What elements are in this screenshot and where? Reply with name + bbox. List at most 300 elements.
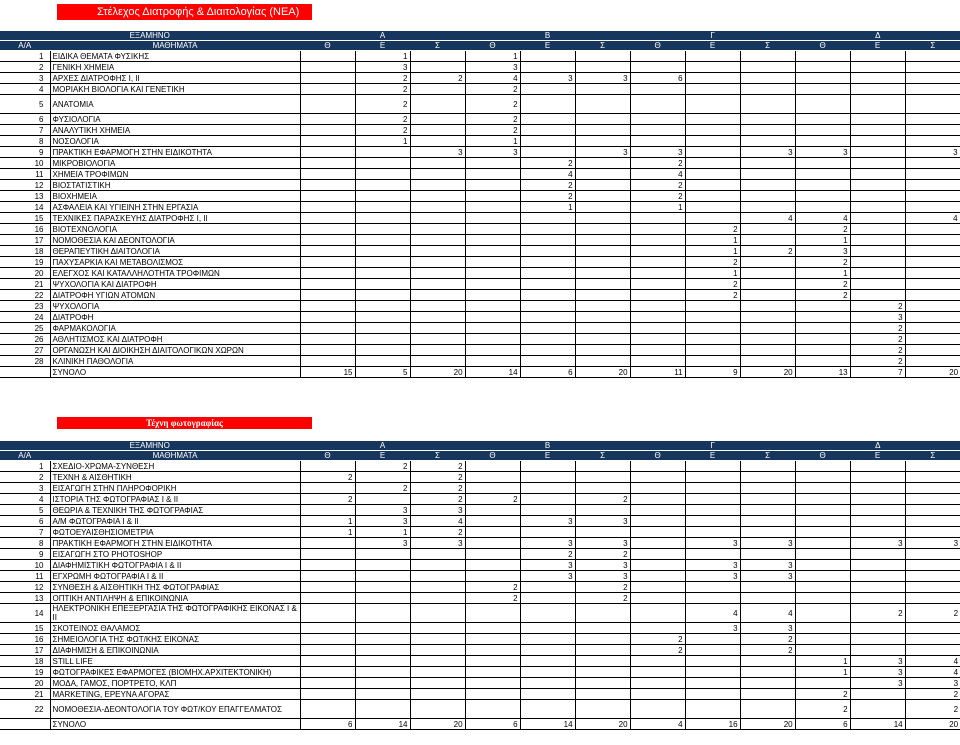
- header-col-13: Σ: [905, 451, 960, 461]
- hours-cell: [355, 494, 410, 505]
- hours-cell: [465, 516, 520, 527]
- hours-cell: [300, 312, 355, 323]
- row-number: 13: [0, 191, 50, 202]
- hours-cell: [850, 268, 905, 279]
- hours-cell: 3: [905, 147, 960, 158]
- hours-cell: 3: [685, 538, 740, 549]
- header-semester-row: [0, 441, 960, 451]
- hours-cell: [300, 656, 355, 667]
- hours-cell: [410, 158, 465, 169]
- hours-cell: 2: [795, 257, 850, 268]
- table-row: [0, 62, 960, 73]
- hours-cell: [905, 257, 960, 268]
- hours-cell: 3: [850, 678, 905, 689]
- row-number: 20: [0, 678, 50, 689]
- hours-cell: 3: [905, 538, 960, 549]
- hours-cell: [355, 656, 410, 667]
- hours-cell: [575, 483, 630, 494]
- hours-cell: [740, 224, 795, 235]
- hours-cell: [740, 345, 795, 356]
- hours-cell: [685, 202, 740, 213]
- hours-cell: [300, 73, 355, 84]
- hours-cell: [795, 571, 850, 582]
- hours-cell: [795, 202, 850, 213]
- hours-cell: 3: [520, 516, 575, 527]
- hours-cell: 3: [685, 560, 740, 571]
- hours-cell: [630, 345, 685, 356]
- hours-cell: [465, 290, 520, 301]
- hours-cell: 2: [575, 494, 630, 505]
- course-name: ΜΟΔΑ, ΓΑΜΟΣ, ΠΟΡΤΡΕΤΟ, ΚΛΠ: [50, 678, 300, 689]
- hours-cell: 3: [575, 147, 630, 158]
- hours-cell: 2: [355, 95, 410, 114]
- hours-cell: [465, 356, 520, 367]
- hours-cell: [355, 246, 410, 257]
- hours-cell: [410, 268, 465, 279]
- hours-cell: [465, 246, 520, 257]
- hours-cell: [685, 593, 740, 604]
- hours-cell: [300, 84, 355, 95]
- hours-cell: [355, 235, 410, 246]
- hours-cell: [630, 62, 685, 73]
- hours-cell: [355, 560, 410, 571]
- hours-cell: [850, 279, 905, 290]
- hours-cell: 2: [410, 461, 465, 472]
- header-col-3: Ε: [355, 451, 410, 461]
- hours-cell: [575, 505, 630, 516]
- hours-cell: [905, 279, 960, 290]
- hours-cell: [740, 494, 795, 505]
- hours-cell: [850, 516, 905, 527]
- hours-cell: [850, 246, 905, 257]
- hours-cell: [300, 461, 355, 472]
- table-row: [0, 84, 960, 95]
- hours-cell: [685, 527, 740, 538]
- hours-cell: [410, 678, 465, 689]
- hours-cell: [795, 604, 850, 623]
- hours-cell: [520, 312, 575, 323]
- course-name: ΤΕΧΝΙΚΕΣ ΠΑΡΑΣΚΕΥΗΣ ΔΙΑΤΡΟΦΗΣ Ι, ΙΙ: [50, 213, 300, 224]
- hours-cell: [740, 125, 795, 136]
- table-row: [0, 257, 960, 268]
- hours-cell: [685, 125, 740, 136]
- hours-cell: [300, 213, 355, 224]
- course-name: ΗΛΕΚΤΡΟΝΙΚΗ ΕΠΕΞΕΡΓΑΣΙΑ ΤΗΣ ΦΩΤΟΓΡΑΦΙΚΗΣ ΕΙΚΟΝΑΣ Ι & ΙΙ: [50, 604, 300, 623]
- hours-cell: [850, 257, 905, 268]
- hours-cell: [410, 700, 465, 719]
- hours-cell: [740, 461, 795, 472]
- hours-cell: [685, 62, 740, 73]
- hours-cell: [465, 202, 520, 213]
- hours-cell: [355, 356, 410, 367]
- row-number: 25: [0, 323, 50, 334]
- curriculum-table-fotografia: [0, 441, 960, 730]
- hours-cell: 2: [410, 73, 465, 84]
- hours-cell: [410, 95, 465, 114]
- hours-cell: [905, 645, 960, 656]
- hours-cell: [905, 516, 960, 527]
- hours-cell: [520, 257, 575, 268]
- hours-cell: [630, 667, 685, 678]
- hours-cell: 3: [465, 62, 520, 73]
- hours-cell: 3: [740, 571, 795, 582]
- course-name: ΣΚΟΤΕΙΝΟΣ ΘΑΛΑΜΟΣ: [50, 623, 300, 634]
- header-col-10: Σ: [740, 41, 795, 51]
- hours-cell: [520, 136, 575, 147]
- hours-cell: [300, 560, 355, 571]
- hours-cell: 2: [850, 334, 905, 345]
- hours-cell: [685, 645, 740, 656]
- row-number: 7: [0, 125, 50, 136]
- hours-cell: [355, 623, 410, 634]
- hours-cell: [410, 571, 465, 582]
- hours-cell: 2: [630, 191, 685, 202]
- row-number: 20: [0, 268, 50, 279]
- hours-cell: 6: [520, 367, 575, 378]
- hours-cell: [685, 494, 740, 505]
- row-number: 22: [0, 290, 50, 301]
- hours-cell: 3: [355, 62, 410, 73]
- hours-cell: [465, 213, 520, 224]
- hours-cell: [520, 494, 575, 505]
- table-row: [0, 571, 960, 582]
- hours-cell: [850, 461, 905, 472]
- row-number: 13: [0, 593, 50, 604]
- hours-cell: 20: [905, 719, 960, 730]
- hours-cell: [740, 158, 795, 169]
- hours-cell: [410, 213, 465, 224]
- hours-cell: [300, 169, 355, 180]
- hours-cell: [300, 95, 355, 114]
- section-title-fotografia: Τέχνη φωτογραφίας: [57, 417, 312, 429]
- hours-cell: 2: [740, 645, 795, 656]
- hours-cell: [850, 147, 905, 158]
- hours-cell: 2: [410, 472, 465, 483]
- hours-cell: [685, 191, 740, 202]
- hours-cell: [630, 246, 685, 257]
- hours-cell: 16: [685, 719, 740, 730]
- table-row: [0, 549, 960, 560]
- course-name: ΕΙΣΑΓΩΓΗ ΣΤΟ PHOTOSHOP: [50, 549, 300, 560]
- hours-cell: 2: [465, 582, 520, 593]
- hours-cell: [465, 667, 520, 678]
- hours-cell: [465, 634, 520, 645]
- hours-cell: 2: [850, 356, 905, 367]
- hours-cell: 1: [630, 202, 685, 213]
- hours-cell: [410, 645, 465, 656]
- hours-cell: [795, 582, 850, 593]
- hours-cell: [740, 73, 795, 84]
- header-semester-1: Α: [300, 31, 465, 41]
- hours-cell: [850, 114, 905, 125]
- hours-cell: 3: [520, 538, 575, 549]
- hours-cell: [520, 268, 575, 279]
- header-semester-label: ΕΞΑΜΗΝΟ: [0, 31, 300, 41]
- hours-cell: [355, 301, 410, 312]
- hours-cell: 2: [355, 73, 410, 84]
- hours-cell: 2: [850, 345, 905, 356]
- hours-cell: [905, 224, 960, 235]
- table-row: [0, 634, 960, 645]
- table-row: [0, 516, 960, 527]
- hours-cell: [465, 527, 520, 538]
- hours-cell: 4: [410, 516, 465, 527]
- table-row: [0, 645, 960, 656]
- header-col-3: Ε: [355, 41, 410, 51]
- hours-cell: 2: [355, 84, 410, 95]
- hours-cell: [685, 678, 740, 689]
- course-name: ΣΥΝΟΛΟ: [50, 719, 300, 730]
- table-row: [0, 51, 960, 62]
- hours-cell: [465, 604, 520, 623]
- course-name: ΤΕΧΝΗ & ΑΙΣΘΗΤΙΚΗ: [50, 472, 300, 483]
- hours-cell: [410, 604, 465, 623]
- row-number: 4: [0, 84, 50, 95]
- hours-cell: [630, 538, 685, 549]
- hours-cell: [685, 549, 740, 560]
- hours-cell: 6: [300, 719, 355, 730]
- hours-cell: [410, 180, 465, 191]
- hours-cell: [740, 114, 795, 125]
- hours-cell: [520, 461, 575, 472]
- hours-cell: [465, 678, 520, 689]
- table-row: [0, 593, 960, 604]
- hours-cell: [905, 312, 960, 323]
- hours-cell: [850, 483, 905, 494]
- hours-cell: 2: [520, 158, 575, 169]
- table-row: [0, 125, 960, 136]
- hours-cell: 2: [795, 290, 850, 301]
- course-name: ΟΡΓΑΝΩΣΗ ΚΑΙ ΔΙΟΙΚΗΣΗ ΔΙΑΙΤΟΛΟΓΙΚΩΝ ΧΩΡΩΝ: [50, 345, 300, 356]
- hours-cell: [575, 323, 630, 334]
- hours-cell: [575, 191, 630, 202]
- hours-cell: [300, 667, 355, 678]
- hours-cell: [300, 483, 355, 494]
- hours-cell: [410, 290, 465, 301]
- hours-cell: [795, 527, 850, 538]
- row-number: 10: [0, 158, 50, 169]
- hours-cell: [575, 51, 630, 62]
- table-row: [0, 472, 960, 483]
- table-row: [0, 678, 960, 689]
- hours-cell: 4: [905, 213, 960, 224]
- hours-cell: [905, 634, 960, 645]
- hours-cell: [465, 623, 520, 634]
- hours-cell: [740, 505, 795, 516]
- hours-cell: [685, 505, 740, 516]
- row-number: 5: [0, 95, 50, 114]
- hours-cell: [905, 323, 960, 334]
- course-name: ΙΣΤΟΡΙΑ ΤΗΣ ΦΩΤΟΓΡΑΦΙΑΣ Ι & ΙΙ: [50, 494, 300, 505]
- hours-cell: [740, 51, 795, 62]
- header-columns-row: [0, 451, 960, 461]
- hours-cell: 9: [685, 367, 740, 378]
- hours-cell: 3: [410, 538, 465, 549]
- hours-cell: [575, 356, 630, 367]
- hours-cell: [520, 604, 575, 623]
- hours-cell: 14: [850, 719, 905, 730]
- table-row: [0, 312, 960, 323]
- hours-cell: [740, 279, 795, 290]
- course-name: ΝΟΣΟΛΟΓΙΑ: [50, 136, 300, 147]
- row-number: [0, 719, 50, 730]
- table-row: [0, 191, 960, 202]
- hours-cell: [630, 257, 685, 268]
- hours-cell: 6: [630, 73, 685, 84]
- course-name: ΔΙΑΦΗΜΙΣΗ & ΕΠΙΚΟΙΝΩΝΙΑ: [50, 645, 300, 656]
- hours-cell: [575, 246, 630, 257]
- table-row: [0, 345, 960, 356]
- hours-cell: [905, 549, 960, 560]
- hours-cell: [300, 700, 355, 719]
- hours-cell: [355, 700, 410, 719]
- hours-cell: [465, 235, 520, 246]
- hours-cell: [740, 180, 795, 191]
- hours-cell: 4: [905, 656, 960, 667]
- hours-cell: 3: [465, 147, 520, 158]
- table-row: [0, 279, 960, 290]
- hours-cell: [630, 689, 685, 700]
- hours-cell: 1: [685, 235, 740, 246]
- hours-cell: [905, 461, 960, 472]
- row-number: 17: [0, 645, 50, 656]
- hours-cell: [520, 246, 575, 257]
- hours-cell: [300, 356, 355, 367]
- hours-cell: [575, 158, 630, 169]
- hours-cell: 2: [520, 180, 575, 191]
- hours-cell: [905, 505, 960, 516]
- hours-cell: [520, 301, 575, 312]
- hours-cell: [795, 461, 850, 472]
- row-number: 21: [0, 689, 50, 700]
- hours-cell: [685, 656, 740, 667]
- hours-cell: [410, 345, 465, 356]
- table-row: [0, 268, 960, 279]
- hours-cell: 2: [355, 483, 410, 494]
- course-name: ΕΓΧΡΩΜΗ ΦΩΤΟΓΡΑΦΙΑ Ι & ΙΙ: [50, 571, 300, 582]
- hours-cell: [630, 301, 685, 312]
- hours-cell: [740, 62, 795, 73]
- hours-cell: [685, 461, 740, 472]
- hours-cell: [465, 301, 520, 312]
- course-name: ΓΕΝΙΚΗ ΧΗΜΕΙΑ: [50, 62, 300, 73]
- table-row: [0, 147, 960, 158]
- hours-cell: 2: [795, 689, 850, 700]
- hours-cell: [685, 345, 740, 356]
- hours-cell: 2: [300, 472, 355, 483]
- hours-cell: [795, 483, 850, 494]
- header-semester-label: ΕΞΑΜΗΝΟ: [0, 441, 300, 451]
- hours-cell: [410, 246, 465, 257]
- hours-cell: [575, 213, 630, 224]
- hours-cell: 1: [465, 136, 520, 147]
- hours-cell: [850, 494, 905, 505]
- hours-cell: [740, 700, 795, 719]
- hours-cell: [740, 268, 795, 279]
- hours-cell: [850, 51, 905, 62]
- hours-cell: [410, 634, 465, 645]
- hours-cell: [300, 323, 355, 334]
- hours-cell: [685, 700, 740, 719]
- course-name: ΑΡΧΕΣ ΔΙΑΤΡΟΦΗΣ Ι, ΙΙ: [50, 73, 300, 84]
- hours-cell: [575, 202, 630, 213]
- hours-cell: [850, 235, 905, 246]
- hours-cell: [740, 202, 795, 213]
- hours-cell: 2: [905, 604, 960, 623]
- hours-cell: [740, 84, 795, 95]
- hours-cell: [685, 84, 740, 95]
- hours-cell: [410, 334, 465, 345]
- hours-cell: [520, 51, 575, 62]
- hours-cell: [795, 312, 850, 323]
- course-name: ΠΡΑΚΤΙΚΗ ΕΦΑΡΜΟΓΗ ΣΤΗΝ ΕΙΔΙΚΟΤΗΤΑ: [50, 147, 300, 158]
- hours-cell: [630, 356, 685, 367]
- hours-cell: [575, 235, 630, 246]
- hours-cell: [685, 158, 740, 169]
- header-semester-4: Δ: [795, 441, 960, 451]
- hours-cell: [630, 312, 685, 323]
- hours-cell: [355, 191, 410, 202]
- row-number: 27: [0, 345, 50, 356]
- row-number: 15: [0, 213, 50, 224]
- hours-cell: 2: [685, 224, 740, 235]
- hours-cell: [795, 516, 850, 527]
- hours-cell: [630, 656, 685, 667]
- hours-cell: [300, 582, 355, 593]
- hours-cell: [465, 505, 520, 516]
- hours-cell: 3: [355, 505, 410, 516]
- hours-cell: [740, 301, 795, 312]
- hours-cell: 1: [795, 235, 850, 246]
- hours-cell: [630, 125, 685, 136]
- hours-cell: [685, 334, 740, 345]
- row-number: 3: [0, 483, 50, 494]
- hours-cell: [355, 213, 410, 224]
- hours-cell: [850, 125, 905, 136]
- table-row: [0, 323, 960, 334]
- hours-cell: [795, 345, 850, 356]
- hours-cell: [850, 169, 905, 180]
- hours-cell: 2: [795, 700, 850, 719]
- hours-cell: [575, 136, 630, 147]
- row-number: 17: [0, 235, 50, 246]
- hours-cell: [630, 582, 685, 593]
- table-row: [0, 494, 960, 505]
- hours-cell: [575, 62, 630, 73]
- hours-cell: [795, 136, 850, 147]
- hours-cell: [850, 472, 905, 483]
- hours-cell: [355, 180, 410, 191]
- hours-cell: [520, 656, 575, 667]
- hours-cell: 2: [685, 279, 740, 290]
- hours-cell: [465, 461, 520, 472]
- row-number: 9: [0, 147, 50, 158]
- hours-cell: 20: [410, 367, 465, 378]
- hours-cell: 2: [520, 191, 575, 202]
- hours-cell: [795, 538, 850, 549]
- hours-cell: [850, 634, 905, 645]
- hours-cell: 2: [685, 290, 740, 301]
- header-semester-2: Β: [465, 31, 630, 41]
- hours-cell: [850, 84, 905, 95]
- hours-cell: [300, 604, 355, 623]
- row-number: 19: [0, 667, 50, 678]
- hours-cell: [355, 678, 410, 689]
- hours-cell: [795, 62, 850, 73]
- hours-cell: [300, 689, 355, 700]
- table-row: [0, 604, 960, 623]
- hours-cell: 4: [740, 604, 795, 623]
